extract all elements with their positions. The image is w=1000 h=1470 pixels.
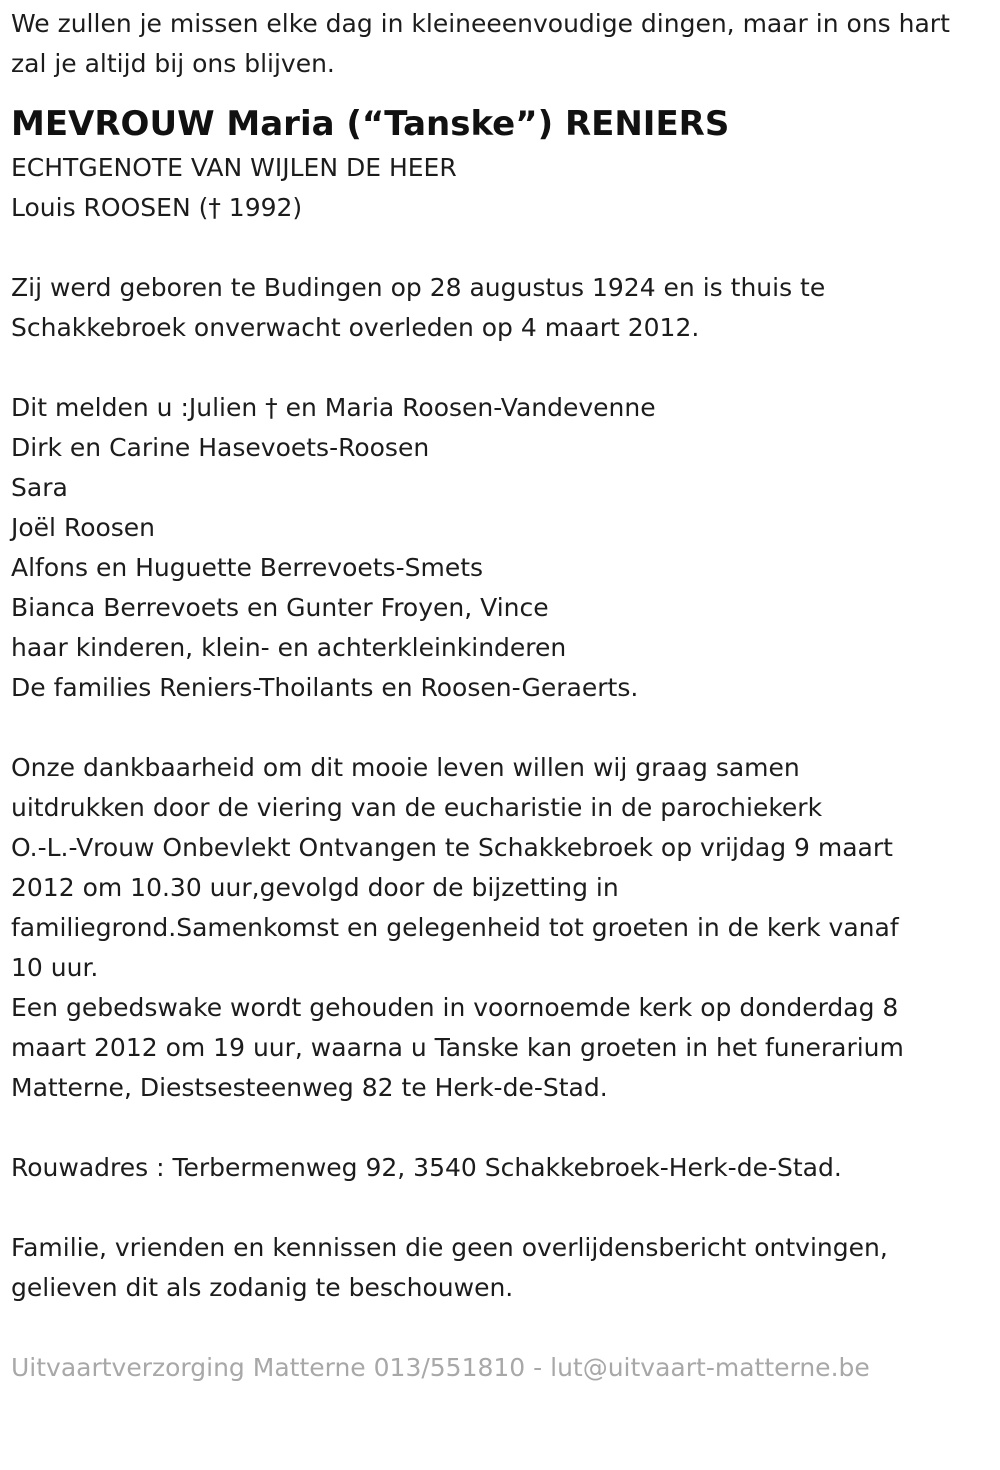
service-line: Een gebedswake wordt gehouden in voornoemde kerk op donderdag 8 xyxy=(11,993,899,1022)
intro-verse xyxy=(11,4,986,84)
death-notice xyxy=(11,4,986,1388)
birth-death-paragraph xyxy=(11,268,986,348)
intro-line: We zullen je missen elke dag in kleineeenvoudige dingen, maar in ons hart xyxy=(11,9,950,38)
service-line: maart 2012 om 19 uur, waarna u Tanske kan groeten in het funerarium xyxy=(11,1033,904,1062)
announcer-line: haar kinderen, klein- en achterkleinkinderen xyxy=(11,633,567,662)
announcer-line: Joël Roosen xyxy=(11,513,156,542)
intro-line: zal je altijd bij ons blijven. xyxy=(11,49,335,78)
spacer xyxy=(11,1108,986,1148)
service-paragraph xyxy=(11,748,986,1108)
announcer-line: De families Reniers-Thoilants en Roosen-Geraerts. xyxy=(11,673,639,702)
spouse-relation xyxy=(11,148,986,228)
service-line: uitdrukken door de viering van de eucharistie in de parochiekerk xyxy=(11,793,823,822)
birth-death-line: Zij werd geboren te Budingen op 28 augustus 1924 en is thuis te xyxy=(11,273,826,302)
funeral-home-footer: Uitvaartverzorging Matterne 013/551810 - lut@uitvaart-matterne.be xyxy=(11,1353,870,1382)
announcer-line: Alfons en Huguette Berrevoets-Smets xyxy=(11,553,484,582)
announcer-line: Dit melden u :Julien † en Maria Roosen-Vandevenne xyxy=(11,393,656,422)
relation-line: Louis ROOSEN († 1992) xyxy=(11,193,303,222)
spacer xyxy=(11,228,986,268)
service-line: O.-L.-Vrouw Onbevlekt Ontvangen te Schakkebroek op vrijdag 9 maart xyxy=(11,833,893,862)
service-line: familiegrond.Samenkomst en gelegenheid tot groeten in de kerk vanaf xyxy=(11,913,899,942)
deceased-name: MEVROUW Maria (“Tanske”) RENIERS xyxy=(11,104,730,144)
spacer xyxy=(11,348,986,388)
service-line: 10 uur. xyxy=(11,953,99,982)
spacer xyxy=(11,1188,986,1228)
announcer-line: Bianca Berrevoets en Gunter Froyen, Vince xyxy=(11,593,549,622)
notice-paragraph xyxy=(11,1228,986,1308)
relation-line: ECHTGENOTE VAN WIJLEN DE HEER xyxy=(11,153,457,182)
spacer xyxy=(11,708,986,748)
mourning-address: Rouwadres : Terbermenweg 92, 3540 Schakkebroek-Herk-de-Stad. xyxy=(11,1153,842,1182)
service-line: Onze dankbaarheid om dit mooie leven willen wij graag samen xyxy=(11,753,800,782)
announcer-line: Dirk en Carine Hasevoets-Roosen xyxy=(11,433,430,462)
service-line: 2012 om 10.30 uur,gevolgd door de bijzetting in xyxy=(11,873,619,902)
announcer-line: Sara xyxy=(11,473,68,502)
announcers-list xyxy=(11,388,986,708)
service-line: Matterne, Diestsesteenweg 82 te Herk-de-Stad. xyxy=(11,1073,608,1102)
notice-line: Familie, vrienden en kennissen die geen overlijdensbericht ontvingen, xyxy=(11,1233,888,1262)
notice-line: gelieven dit als zodanig te beschouwen. xyxy=(11,1273,514,1302)
birth-death-line: Schakkebroek onverwacht overleden op 4 maart 2012. xyxy=(11,313,700,342)
